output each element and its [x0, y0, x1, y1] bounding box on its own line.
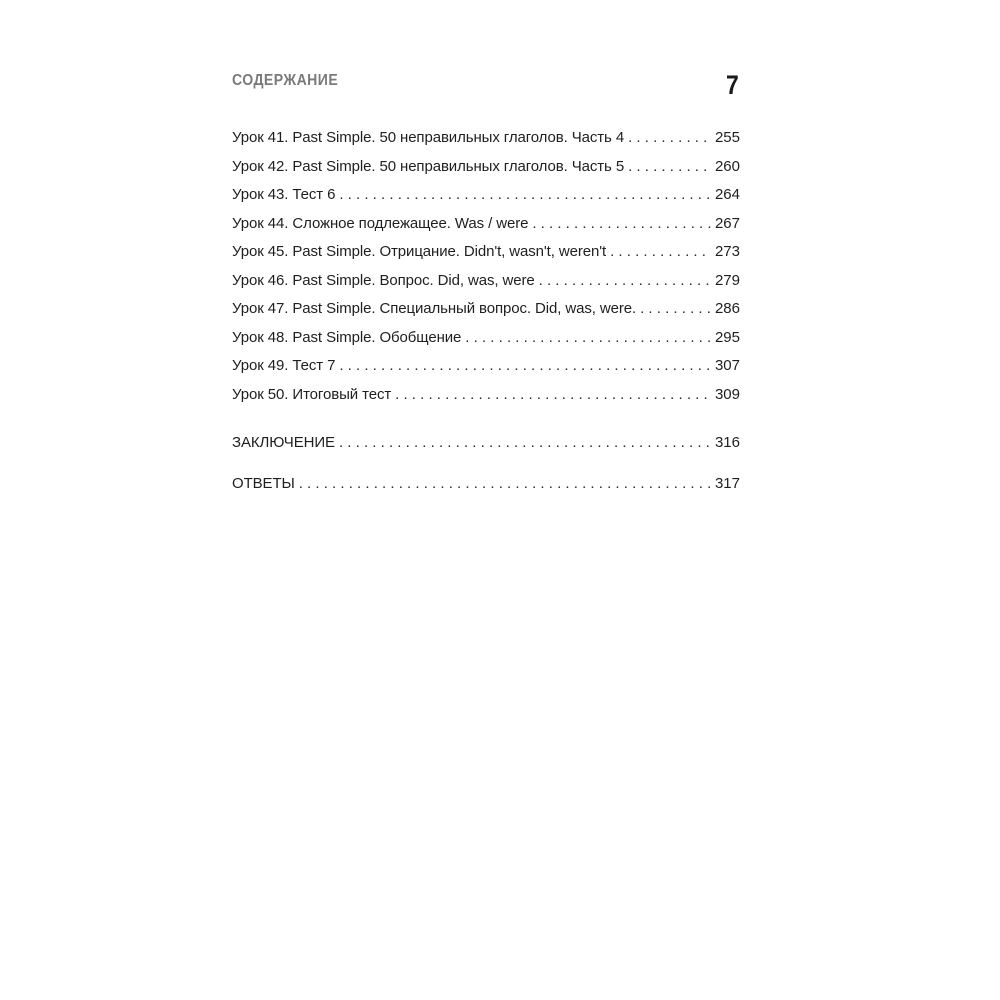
toc-entry-title: ЗАКЛЮЧЕНИЕ: [232, 434, 335, 451]
dot-leader: [640, 295, 711, 324]
toc-entry-title: Урок 48. Past Simple. Обобщение: [232, 328, 462, 346]
dot-leader: [339, 429, 711, 458]
toc-entry-page: 309: [714, 385, 740, 403]
toc-entry-page: 267: [714, 214, 740, 232]
toc-entry-lesson-42: [232, 153, 740, 182]
toc-entry-lesson-43: [232, 181, 740, 210]
toc-entry-lesson-44: [232, 210, 740, 239]
toc-entry-page: 264: [714, 186, 740, 203]
toc-entry-page: 316: [714, 434, 740, 451]
dot-leader: [395, 381, 711, 410]
toc-entry-title: Урок 44. Сложное подлежащее. Was / were: [232, 214, 529, 232]
toc-entry-answers: [232, 470, 740, 499]
toc-entry-lesson-48: [232, 324, 740, 353]
toc-entry-title: Урок 41. Past Simple. 50 неправильных глаголов. Часть 4: [232, 129, 625, 146]
toc-entry-page: 317: [714, 474, 740, 492]
page-number: 7: [726, 70, 739, 100]
dot-leader: [339, 181, 711, 210]
dot-leader: [299, 470, 711, 499]
toc-entry-title: Урок 43. Тест 6: [232, 186, 336, 203]
running-head: СОДЕРЖАНИЕ: [232, 72, 339, 89]
toc-entry-page: 295: [714, 328, 740, 346]
toc-entry-title: Урок 45. Past Simple. Отрицание. Didn't, wasn't, weren't: [232, 243, 607, 260]
toc-entry-lesson-47: [232, 295, 740, 324]
toc-entry-title: ОТВЕТЫ: [232, 474, 295, 492]
toc-entry-title: Урок 47. Past Simple. Специальный вопрос. Did, was, were.: [232, 300, 637, 317]
toc-entry-title: Урок 46. Past Simple. Вопрос. Did, was, were: [232, 271, 535, 289]
dot-leader: [532, 210, 711, 239]
toc-entry-page: 279: [714, 271, 740, 289]
toc-entry-title: Урок 42. Past Simple. 50 неправильных глаголов. Часть 5: [232, 157, 625, 175]
toc-entry-lesson-45: [232, 238, 740, 267]
dot-leader: [339, 352, 711, 381]
dot-leader: [628, 153, 711, 182]
toc-entry-lesson-46: [232, 267, 740, 296]
dot-leader: [465, 324, 711, 353]
toc-entry-lesson-49: [232, 352, 740, 381]
toc-entry-page: 260: [714, 157, 740, 175]
toc-entry-page: 286: [714, 300, 740, 317]
toc-entry-title: Урок 49. Тест 7: [232, 357, 336, 374]
dot-leader: [610, 238, 711, 267]
toc-entry-page: 273: [714, 243, 740, 260]
toc-entry-page: 255: [714, 129, 740, 146]
toc-entry-lesson-50: [232, 381, 740, 410]
dot-leader: [628, 124, 711, 153]
dot-leader: [539, 267, 711, 296]
toc-entry-page: 307: [714, 357, 740, 374]
toc-entry-conclusion: [232, 429, 740, 458]
toc-entry-title: Урок 50. Итоговый тест: [232, 385, 392, 403]
toc-entry-lesson-41: [232, 124, 740, 153]
table-of-contents: [232, 124, 740, 498]
